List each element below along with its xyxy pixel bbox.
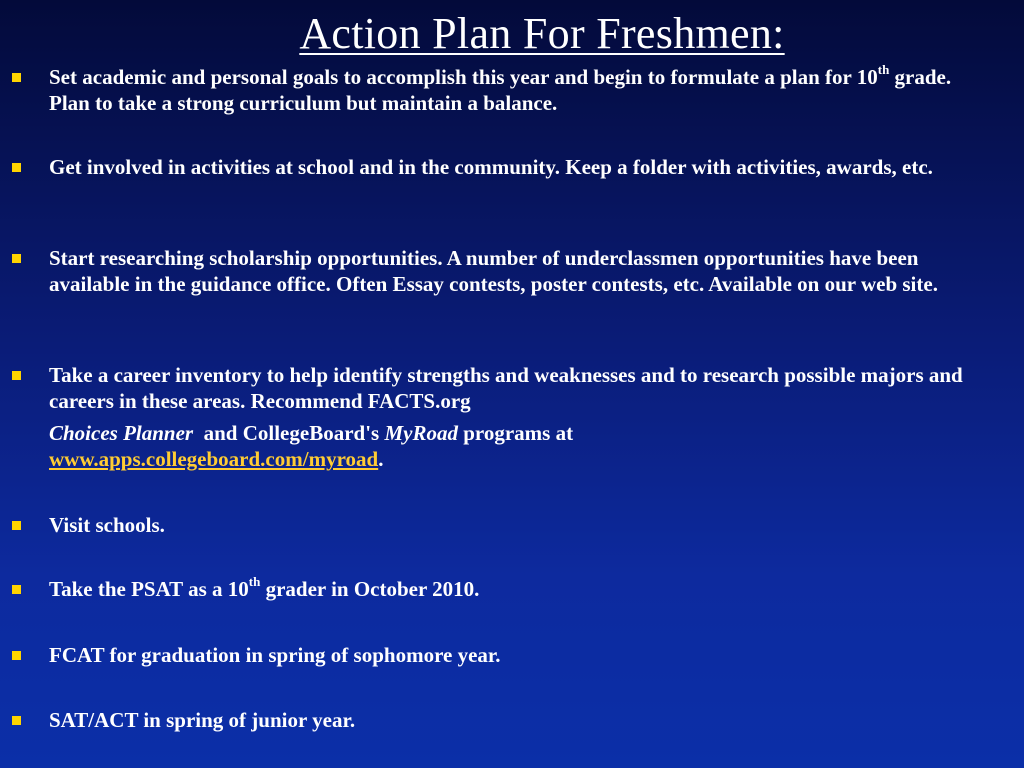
bullet-text: FCAT for graduation in spring of sophomore year. xyxy=(49,643,501,667)
bullet-text: grader in October 2010. xyxy=(260,577,480,601)
collegeboard-link[interactable]: www.apps.collegeboard.com/myroad xyxy=(49,447,379,471)
bullet-text: Visit schools. xyxy=(49,513,165,537)
myroad-text: MyRoad xyxy=(384,421,458,445)
ordinal-suffix: th xyxy=(248,574,261,589)
square-bullet-icon xyxy=(12,651,21,660)
slide-title: Action Plan For Freshmen: xyxy=(299,9,785,58)
bullet-text: Set academic and personal goals to accomplish this year and begin to formulate a plan for 10 xyxy=(49,65,878,89)
square-bullet-icon xyxy=(12,254,21,263)
bullet-item-fcat xyxy=(49,642,994,668)
bullet-text: Take a career inventory to help identify strengths and weaknesses and to research possible majors and careers in these areas. Recommend FACTS.org xyxy=(49,363,963,413)
bullet-item-psat xyxy=(49,576,994,602)
bullet-item-visit-schools xyxy=(49,512,994,538)
continuation-text: programs at xyxy=(457,421,574,445)
square-bullet-icon xyxy=(12,521,21,530)
bullet-item-goals xyxy=(49,64,994,116)
square-bullet-icon xyxy=(12,73,21,82)
bullet-item-scholarships xyxy=(49,245,994,297)
ordinal-suffix: th xyxy=(877,62,890,77)
bullet-text: Start researching scholarship opportunities. A number of underclassmen opportunities have been available in the guidance office. Often Essay contests, poster contests, etc. Available on our web site. xyxy=(49,246,938,296)
continuation-text: and CollegeBoard's xyxy=(193,421,385,445)
continuation-period: . xyxy=(378,447,384,471)
career-continuation xyxy=(49,420,994,472)
square-bullet-icon xyxy=(12,163,21,172)
square-bullet-icon xyxy=(12,716,21,725)
bullet-text: Take the PSAT as a 10 xyxy=(49,577,249,601)
square-bullet-icon xyxy=(12,371,21,380)
bullet-text: grade. Plan to take a strong curriculum but maintain a balance. xyxy=(49,65,952,115)
bullet-item-career-inventory xyxy=(49,362,994,414)
bullet-text: Get involved in activities at school and in the community. Keep a folder with activities, awards, etc. xyxy=(49,155,933,179)
bullet-text: SAT/ACT in spring of junior year. xyxy=(49,708,356,732)
choices-planner-text: Choices Planner xyxy=(49,421,194,445)
square-bullet-icon xyxy=(12,585,21,594)
bullet-item-sat-act xyxy=(49,707,994,733)
bullet-item-activities xyxy=(49,154,994,180)
